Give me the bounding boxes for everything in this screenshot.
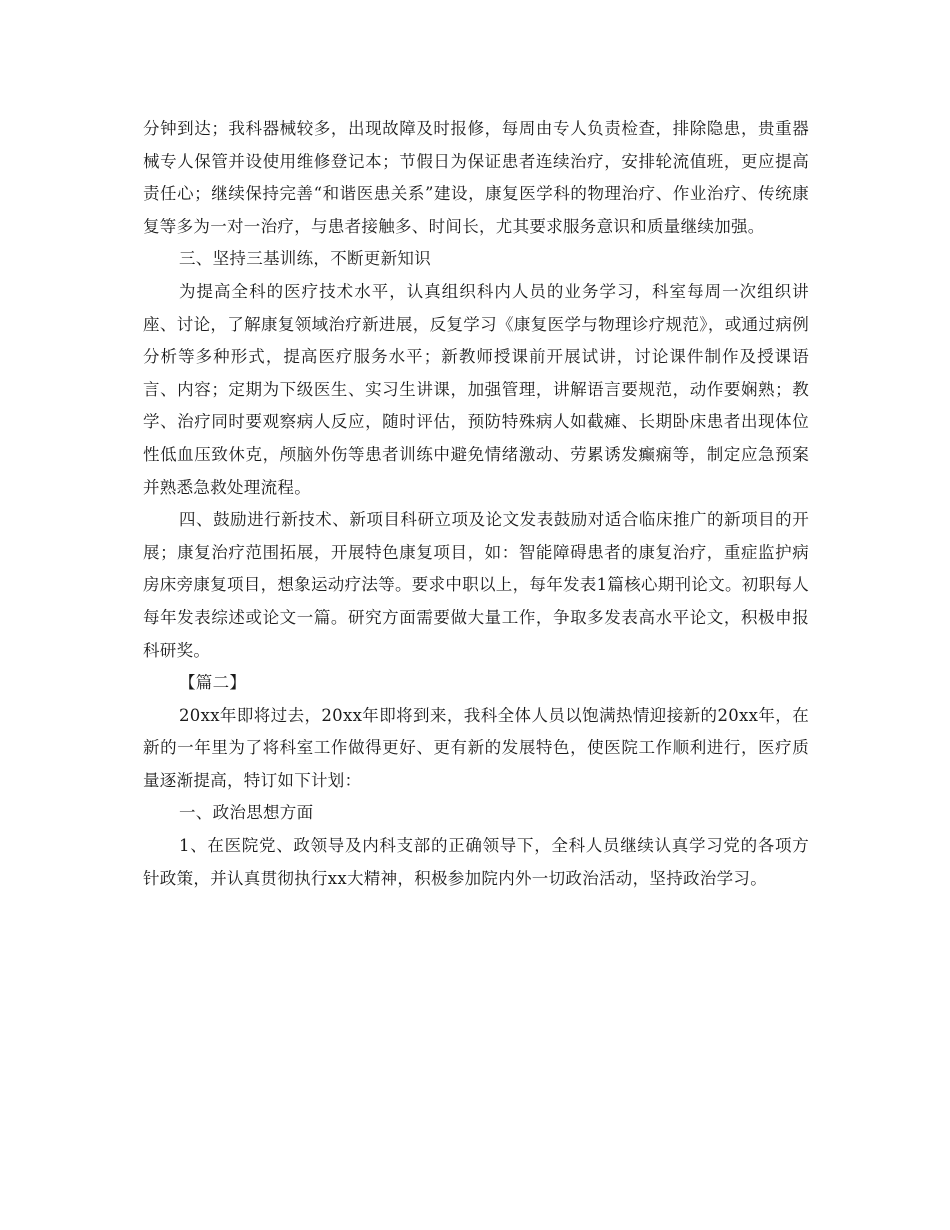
paragraph-political-study: 1、在医院党、政领导及内科支部的正确领导下，全科人员继续认真学习党的各项方针政策，并认真贯彻执行xx大精神，积极参加院内外一切政治活动，坚持政治学习。 [143, 836, 809, 888]
paragraph-section-four: 四、鼓励进行新技术、新项目科研立项及论文发表鼓励对适合临床推广的新项目的开展；康复治疗范围拓展，开展特色康复项目，如：智能障碍患者的康复治疗，重症监护病房床旁康复项目，想象运动疗法等。要求中职以上，每年发表1篇核心期刊论文。初职每人每年发表综述或论文一篇。研究方面需要做大量工作，争取多发表高水平论文，积极申报科研奖。 [143, 510, 809, 660]
document-page [143, 113, 809, 895]
paragraph-training: 为提高全科的医疗技术水平，认真组织科内人员的业务学习，科室每周一次组织讲座、讨论，了解康复领域治疗新进展，反复学习《康复医学与物理诊疗规范》，或通过病例分析等多种形式，提高医疗服务水平；新教师授课前开展试讲，讨论课件制作及授课语言、内容；定期为下级医生、实习生讲课，加强管理，讲解语言要规范，动作要娴熟；教学、治疗同时要观察病人反应，随时评估，预防特殊病人如截瘫、长期卧床患者出现体位性低血压致休克，颅脑外伤等患者训练中避免情绪激动、劳累诱发癫痫等，制定应急预案并熟悉急救处理流程。 [143, 281, 809, 497]
paragraph-intro-plan: 20xx年即将过去，20xx年即将到来，我科全体人员以饱满热情迎接新的20xx年，在新的一年里为了将科室工作做得更好、更有新的发展特色，使医院工作顺利进行，医疗质量逐渐提高，特订如下计划： [143, 705, 809, 790]
heading-part-two: 【篇二】 [179, 673, 247, 693]
paragraph-continuation: 分钟到达；我科器械较多，出现故障及时报修，每周由专人负责检查，排除隐患，贵重器械专人保管并设使用维修登记本；节假日为保证患者连续治疗，安排轮流值班，更应提高责任心；继续保持完善“和谐医患关系”建设，康复医学科的物理治疗、作业治疗、传统康复等多为一对一治疗，与患者接触多、时间长，尤其要求服务意识和质量继续加强。 [143, 119, 809, 236]
heading-section-one: 一、政治思想方面 [179, 803, 314, 823]
heading-section-three: 三、坚持三基训练，不断更新知识 [179, 249, 431, 269]
